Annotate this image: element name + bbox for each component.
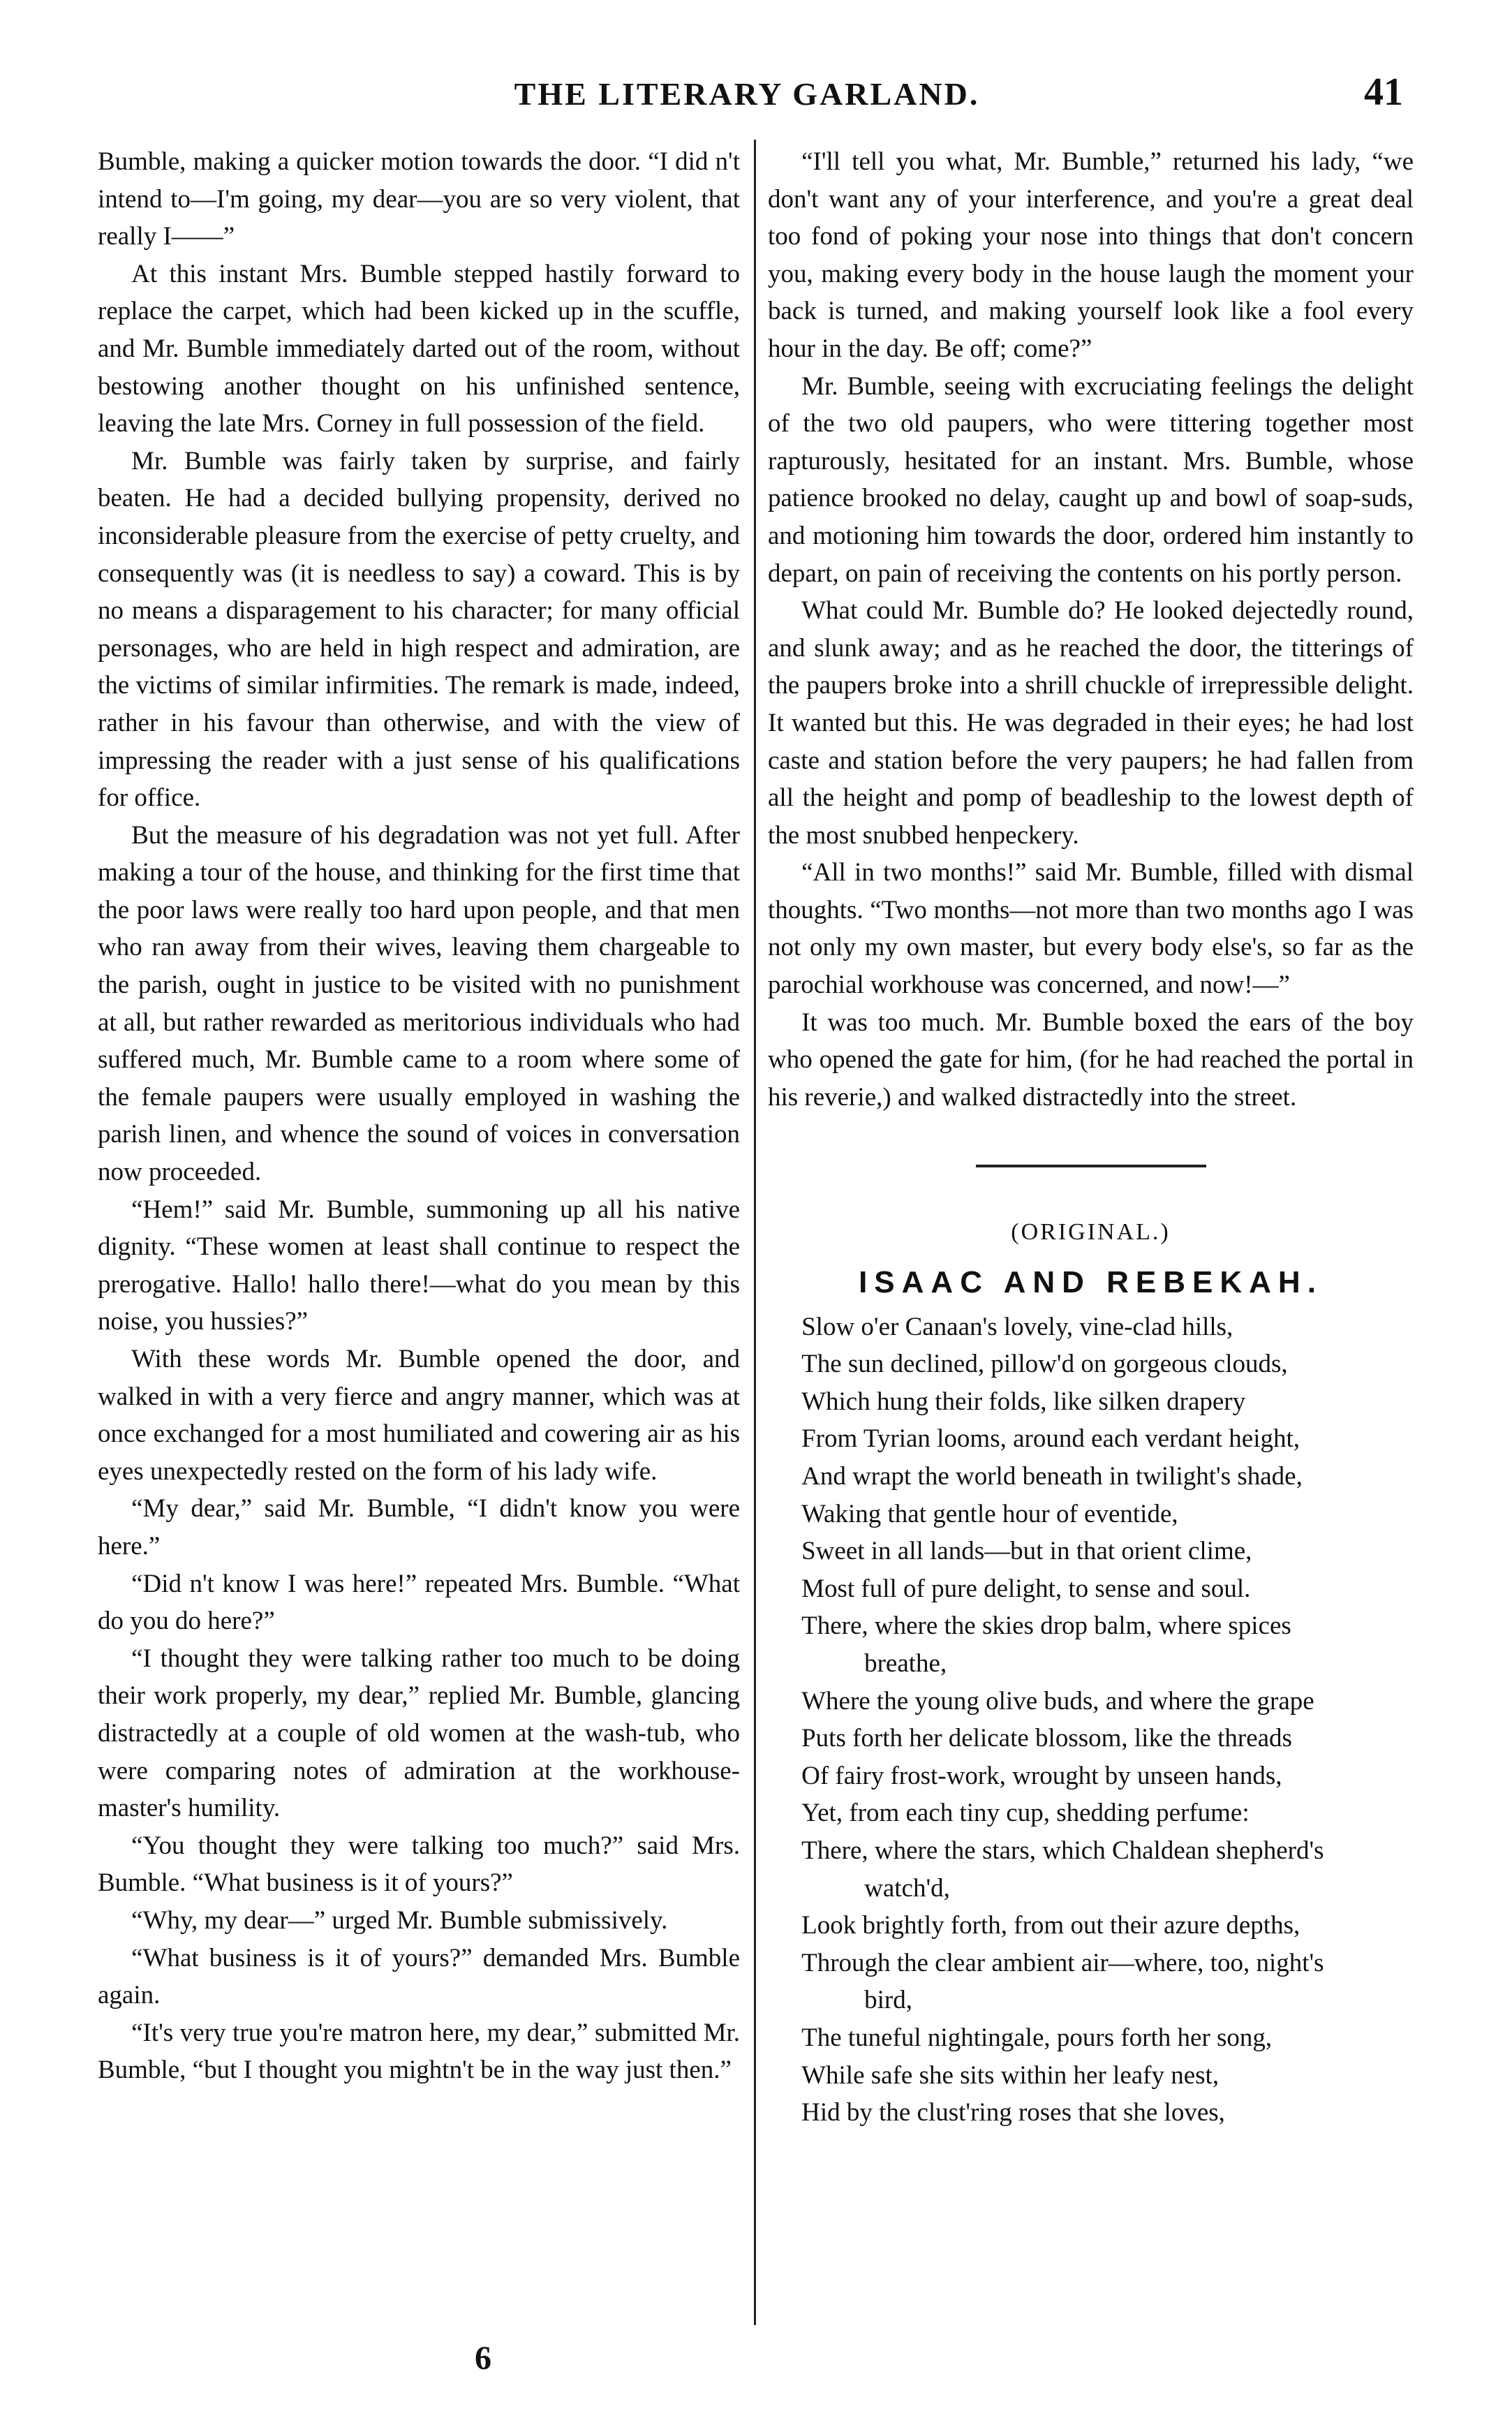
running-title: THE LITERARY GARLAND.	[514, 76, 980, 112]
poem-line: Puts forth her delicate blossom, like the threads	[801, 1724, 1292, 1753]
paragraph: “Hem!” said Mr. Bumble, summoning up all his native dignity. “These women at least shall continue to respect the prerogative. Hallo! hallo there!—what do you mean by this noise, you hussies?”	[98, 1195, 740, 1336]
paragraph: “You thought they were talking too much?” said Mrs. Bumble. “What business is it of yours?”	[98, 1831, 740, 1898]
paragraph: Mr. Bumble, seeing with excruciating feelings the delight of the two old paupers, who were tittering together most rapturously, hesitated for an instant. Mrs. Bumble, whose patience brooked no delay, caught up and bowl of soap-suds, and motioning him towards the door, ordered him instantly to depart, on pain of receiving the contents on his portly person.	[768, 371, 1414, 588]
poem-line: Yet, from each tiny cup, shedding perfume:	[801, 1799, 1250, 1828]
poem-line: Through the clear ambient air—where, too, night's	[801, 1948, 1324, 1977]
poem-line: From Tyrian looms, around each verdant height,	[801, 1424, 1300, 1454]
poem-line: The tuneful nightingale, pours forth her song,	[801, 2023, 1273, 2052]
poem-line: While safe she sits within her leafy nest,	[801, 2060, 1220, 2090]
left-column	[98, 143, 740, 2089]
paragraph: What could Mr. Bumble do? He looked dejectedly round, and slunk away; and as he reached the door, the titterings of the paupers broke into a shrill chuckle of irrepressible delight. It wanted but this. He was degraded in their eyes; he had lost caste and station before the very paupers; he had fallen from all the height and pomp of beadleship to the lowest depth of the most snubbed henpeckery.	[768, 596, 1414, 850]
right-column	[768, 143, 1414, 2132]
poem-line: Sweet in all lands—but in that orient clime,	[801, 1537, 1252, 1566]
column-rule	[754, 140, 756, 2325]
section-divider	[976, 1165, 1206, 1167]
poem-title: ISAAC AND REBEKAH.	[859, 1265, 1323, 1300]
paragraph: At this instant Mrs. Bumble stepped hastily forward to replace the carpet, which had been kicked up in the scuffle, and Mr. Bumble immediately darted out of the room, without bestowing another thought on his unfinished sentence, leaving the late Mrs. Corney in full possession of the field.	[98, 259, 740, 438]
paragraph: “What business is it of yours?” demanded Mrs. Bumble again.	[98, 1943, 740, 2010]
poem-line: There, where the stars, which Chaldean shepherd's	[801, 1836, 1324, 1865]
poem-line: watch'd,	[864, 1873, 950, 1903]
paragraph: Bumble, making a quicker motion towards the door. “I did n't intend to—I'm going, my dear—you are so very violent, that really I——”	[98, 147, 740, 251]
poem-line: The sun declined, pillow'd on gorgeous clouds,	[801, 1350, 1288, 1379]
signature-mark: 6	[475, 2340, 491, 2377]
paragraph: Mr. Bumble was fairly taken by surprise, and fairly beaten. He had a decided bullying propensity, derived no inconsiderable pleasure from the exercise of petty cruelty, and consequently was (it is needless to say) a coward. This is by no means a disparagement to his character; for many official personages, who are held in high respect and admiration, are the victims of similar infirmities. The remark is made, indeed, rather in his favour than otherwise, and with the view of impressing the reader with a just sense of his qualifications for office.	[98, 446, 740, 813]
paragraph: “Did n't know I was here!” repeated Mrs. Bumble. “What do you do here?”	[98, 1569, 740, 1636]
poem-line: Hid by the clust'ring roses that she loves,	[801, 2098, 1225, 2127]
paragraph: But the measure of his degradation was not yet full. After making a tour of the house, and thinking for the first time that the poor laws were really too hard upon people, and that men who ran away from their wives, leaving them chargeable to the parish, ought in justice to be visited with no punishment at all, but rather rewarded as meritorious individuals who had suffered much, Mr. Bumble came to a room where some of the female paupers were usually employed in washing the parish linen, and whence the sound of voices in conversation now proceeded.	[98, 820, 740, 1187]
paragraph: “All in two months!” said Mr. Bumble, filled with dismal thoughts. “Two months—not more than two months ago I was not only my own master, but every body else's, so far as the parochial workhouse was concerned, and now!—”	[768, 858, 1414, 1000]
poem-line: Where the young olive buds, and where the grape	[801, 1686, 1314, 1716]
poem-line: Waking that gentle hour of eventide,	[801, 1499, 1178, 1528]
paragraph: “Why, my dear—” urged Mr. Bumble submissively.	[131, 1905, 668, 1935]
poem-line: bird,	[864, 1986, 912, 2015]
poem-line: Look brightly forth, from out their azure depths,	[801, 1911, 1300, 1940]
paragraph: It was too much. Mr. Bumble boxed the ears of the boy who opened the gate for him, (for he had reached the portal in his reverie,) and walked distractedly into the street.	[768, 1008, 1414, 1112]
poem-line: And wrapt the world beneath in twilight's shade,	[801, 1462, 1303, 1491]
paragraph: “I'll tell you what, Mr. Bumble,” returned his lady, “we don't want any of your interference, and you're a great deal too fond of poking your nose into things that don't concern you, making every body in the house laugh the moment your back is turned, and making yourself look like a fool every hour in the day. Be off; come?”	[768, 147, 1414, 363]
paragraph: “My dear,” said Mr. Bumble, “I didn't know you were here.”	[98, 1494, 740, 1561]
page-number: 41	[1364, 71, 1403, 114]
paragraph: “It's very true you're matron here, my dear,” submitted Mr. Bumble, “but I thought you mightn't be in the way just then.”	[98, 2018, 740, 2085]
paragraph: With these words Mr. Bumble opened the door, and walked in with a very fierce and angry manner, which was at once exchanged for a most humiliated and cowering air as his eyes unexpectedly rested on the form of his lady wife.	[98, 1345, 740, 1486]
poem-line: There, where the skies drop balm, where spices	[801, 1611, 1291, 1641]
poem-line: Most full of pure delight, to sense and soul.	[801, 1574, 1251, 1603]
poem-line: Which hung their folds, like silken drapery	[801, 1387, 1246, 1416]
poem-line: Slow o'er Canaan's lovely, vine-clad hills,	[801, 1312, 1233, 1341]
poem-line: breathe,	[864, 1649, 947, 1678]
poem-label: (ORIGINAL.)	[1011, 1219, 1171, 1246]
poem	[768, 1308, 1414, 2132]
paragraph: “I thought they were talking rather too much to be doing their work properly, my dear,” replied Mr. Bumble, glancing distractedly at a couple of old women at the wash-tub, who were comparing notes of admiration at the workhouse-master's humility.	[98, 1644, 740, 1823]
page-header	[91, 70, 1403, 126]
poem-line: Of fairy frost-work, wrought by unseen hands,	[801, 1761, 1282, 1790]
